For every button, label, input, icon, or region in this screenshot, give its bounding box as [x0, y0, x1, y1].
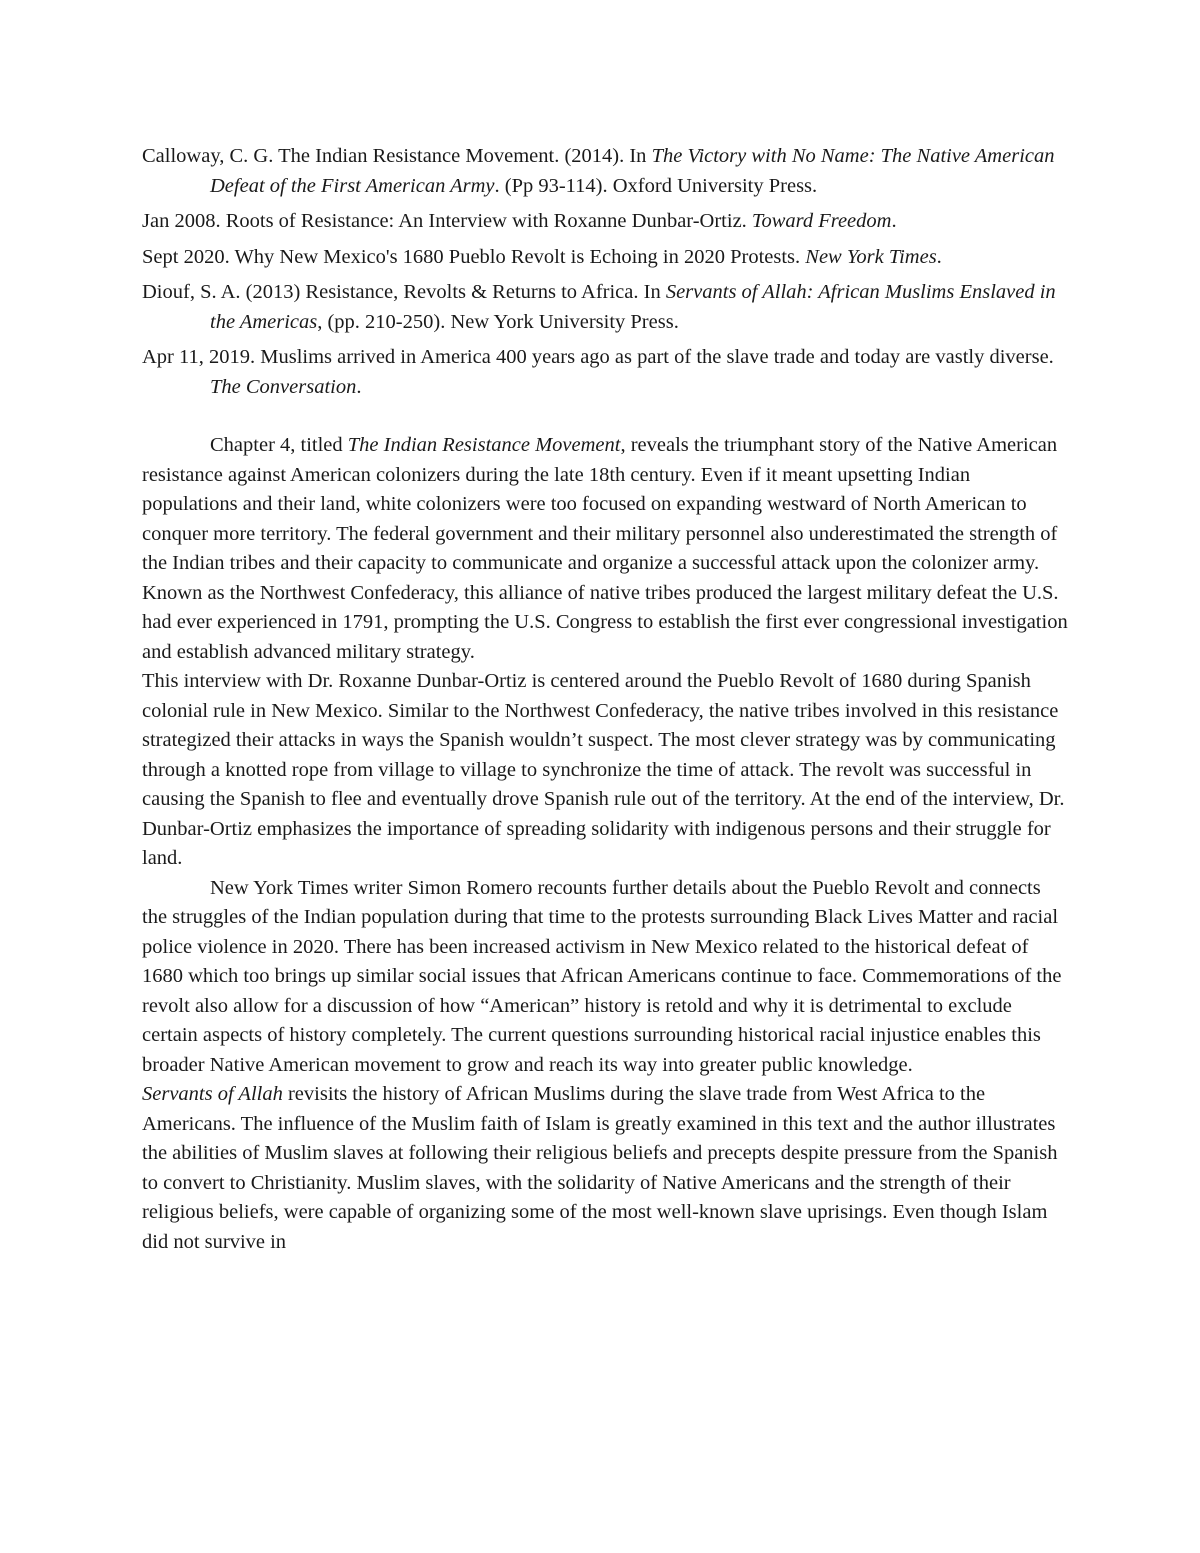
- body-paragraph: This interview with Dr. Roxanne Dunbar-Ortiz is centered around the Pueblo Revolt of 1680 during Spanish colonial rule in New Mexico. Similar to the Northwest Confederacy, the native tribes involved in this resistance strategized their attacks in ways the Spanish wouldn’t suspect. The most clever strategy was by communicating through a knotted rope from village to village to synchronize the time of attack. The revolt was successful in causing the Spanish to flee and eventually drove Spanish rule out of the territory. At the end of the interview, Dr. Dunbar-Ortiz emphasizes the importance of spreading solidarity with indigenous persons and their struggle for land.: [142, 670, 1065, 869]
- page-content: [142, 142, 1070, 1257]
- reference-entry: Apr 11, 2019. Muslims arrived in America 400 years ago as part of the slave trade and today are vastly diverse. The Conversation.: [142, 346, 1054, 398]
- body-paragraph: Chapter 4, titled The Indian Resistance Movement, reveals the triumphant story of the Native American resistance against American colonizers during the late 18th century. Even if it meant upsetting Indian populations and their land, white colonizers were too focused on expanding westward of North American to conquer more territory. The federal government and their military personnel also underestimated the strength of the Indian tribes and their capacity to communicate and organize a successful attack upon the colonizer army. Known as the Northwest Confederacy, this alliance of native tribes produced the largest military defeat the U.S. had ever experienced in 1791, prompting the U.S. Congress to establish the first ever congressional investigation and establish advanced military strategy.: [142, 434, 1068, 663]
- reference-entry: Sept 2020. Why New Mexico's 1680 Pueblo Revolt is Echoing in 2020 Protests. New York Times.: [142, 245, 942, 268]
- body-paragraph: Servants of Allah revisits the history of African Muslims during the slave trade from West Africa to the Americans. The influence of the Muslim faith of Islam is greatly examined in this text and the author illustrates the abilities of Muslim slaves at following their religious beliefs and precepts despite pressure from the Spanish to convert to Christianity. Muslim slaves, with the solidarity of Native Americans and the strength of their religious beliefs, were capable of organizing some of the most well-known slave uprisings. Even though Islam did not survive in: [142, 1083, 1058, 1253]
- reference-entry: Calloway, C. G. The Indian Resistance Movement. (2014). In The Victory with No Name: The Native American Defeat of the First American Army. (Pp 93-114). Oxford University Press.: [142, 145, 1055, 197]
- reference-list: [142, 142, 1070, 402]
- reference-entry: Diouf, S. A. (2013) Resistance, Revolts & Returns to Africa. In Servants of Allah: African Muslims Enslaved in the Americas, (pp. 210-250). New York University Press.: [142, 281, 1056, 333]
- reference-entry: Jan 2008. Roots of Resistance: An Interview with Roxanne Dunbar-Ortiz. Toward Freedom.: [142, 210, 897, 232]
- document-body: [142, 431, 1070, 1257]
- body-paragraph: New York Times writer Simon Romero recounts further details about the Pueblo Revolt and connects the struggles of the Indian population during that time to the protests surrounding Black Lives Matter and racial police violence in 2020. There has been increased activism in New Mexico related to the historical defeat of 1680 which too brings up similar social issues that African Americans continue to face. Commemorations of the revolt also allow for a discussion of how “American” history is retold and why it is detrimental to exclude certain aspects of history completely. The current questions surrounding historical racial injustice enables this broader Native American movement to grow and reach its way into greater public knowledge.: [142, 876, 1062, 1076]
